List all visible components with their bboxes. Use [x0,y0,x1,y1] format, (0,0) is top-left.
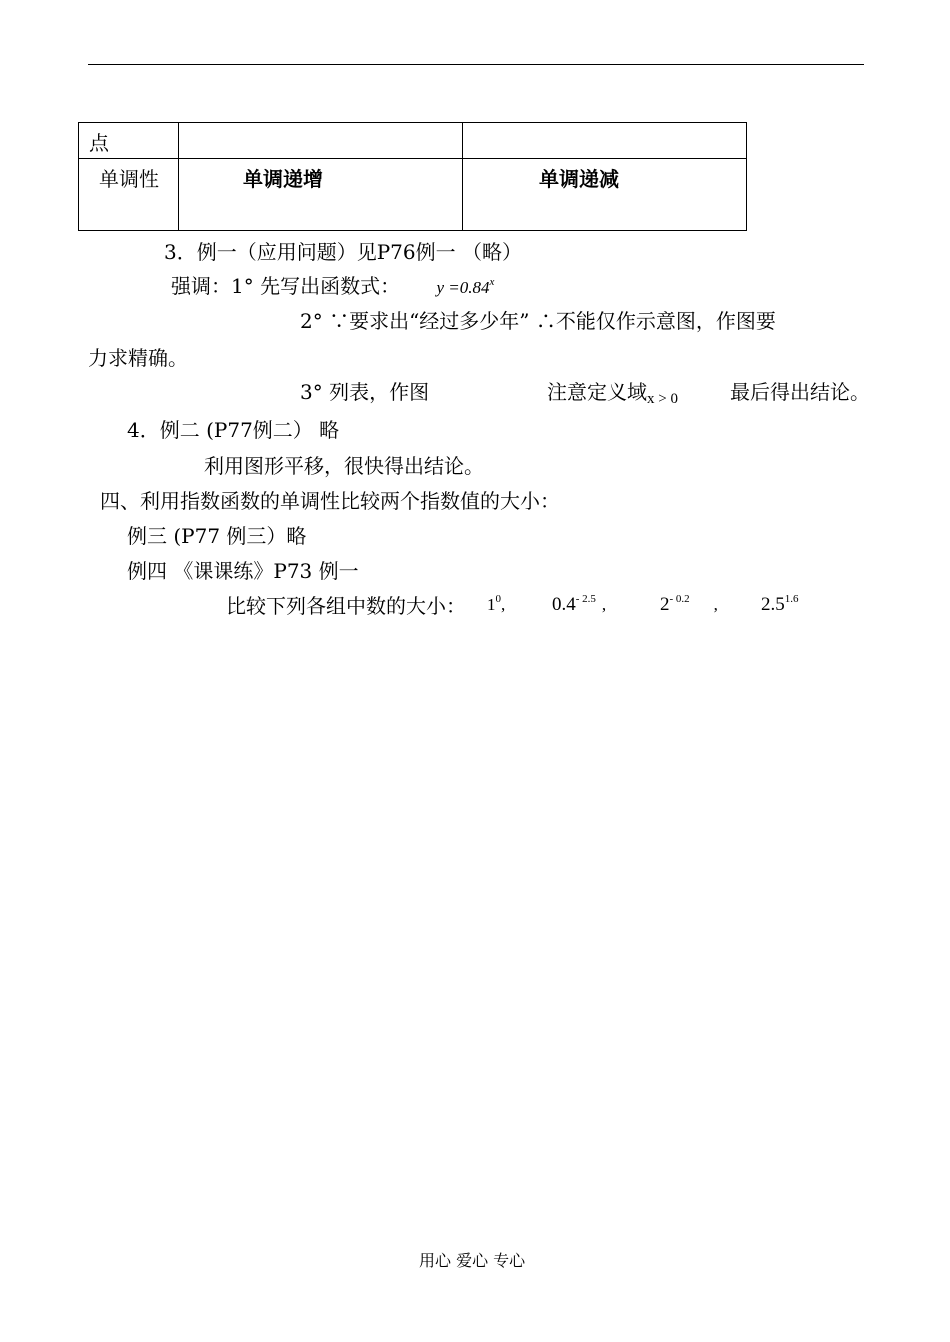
section-four-heading: 四、利用指数函数的单调性比较两个指数值的大小： [100,489,560,513]
function-exponent: x [489,276,495,288]
emphasis-line [171,270,494,299]
example-one-line: 3．例一（应用问题）见P76例一 （略） [164,240,522,264]
compare-prefix: 比较下列各组中数的大小： [226,594,466,618]
power-base: 2.5 [761,594,785,615]
power-base: 2 [660,594,670,615]
separator: , [501,595,506,614]
table-cell [463,159,747,231]
power-exponent: - 2.5 [575,593,596,605]
separator: , [713,595,718,614]
page-footer: 用心 爱心 专心 [419,1251,526,1270]
power-base: 1 [487,595,496,614]
note-three-domain [547,376,678,405]
note-two-continuation: 力求精确。 [88,346,188,370]
power-expression [487,591,505,615]
table-cell [79,159,179,231]
monotonicity-table [78,122,747,231]
compare-line [226,590,466,619]
note-three-conclusion: 最后得出结论。 [730,380,870,404]
power-base: 0.4 [552,594,576,615]
example-two-line: 4．例二 (P77例二） 略 [127,418,340,442]
note-three-table: 3° 列表，作图 [300,380,430,404]
table-row [79,123,747,159]
power-expression [660,591,718,616]
power-expression [552,591,606,616]
table-cell [79,123,179,159]
note-two-line: 2° ∵要求出“经过多少年” ∴不能仅作示意图，作图要 [300,309,776,333]
emphasis-prefix: 强调：1° 先写出函数式： [171,274,401,298]
example-three-line: 例三 (P77 例三）略 [127,524,307,548]
separator: , [601,595,607,614]
power-expression [761,591,799,616]
shift-note-line: 利用图形平移，很快得出结论。 [204,454,484,478]
increasing-label: 单调递增 [243,167,323,191]
domain-formula: x > 0 [647,391,678,407]
table-cell [179,159,463,231]
row-label-monotonicity: 单调性 [99,167,159,191]
table-cell [463,123,747,159]
power-exponent: - 0.2 [669,593,690,605]
example-four-line: 例四 《课课练》P73 例一 [127,559,359,583]
decreasing-label: 单调递减 [539,167,619,191]
row-label-point: 点 [89,131,109,155]
power-exponent: 0 [495,593,501,605]
table-row [79,159,747,231]
function-formula: y =0.84 [436,278,490,297]
header-rule [88,64,864,65]
table-cell [179,123,463,159]
power-exponent: 1.6 [784,593,799,605]
domain-label: 注意定义域 [547,380,647,404]
